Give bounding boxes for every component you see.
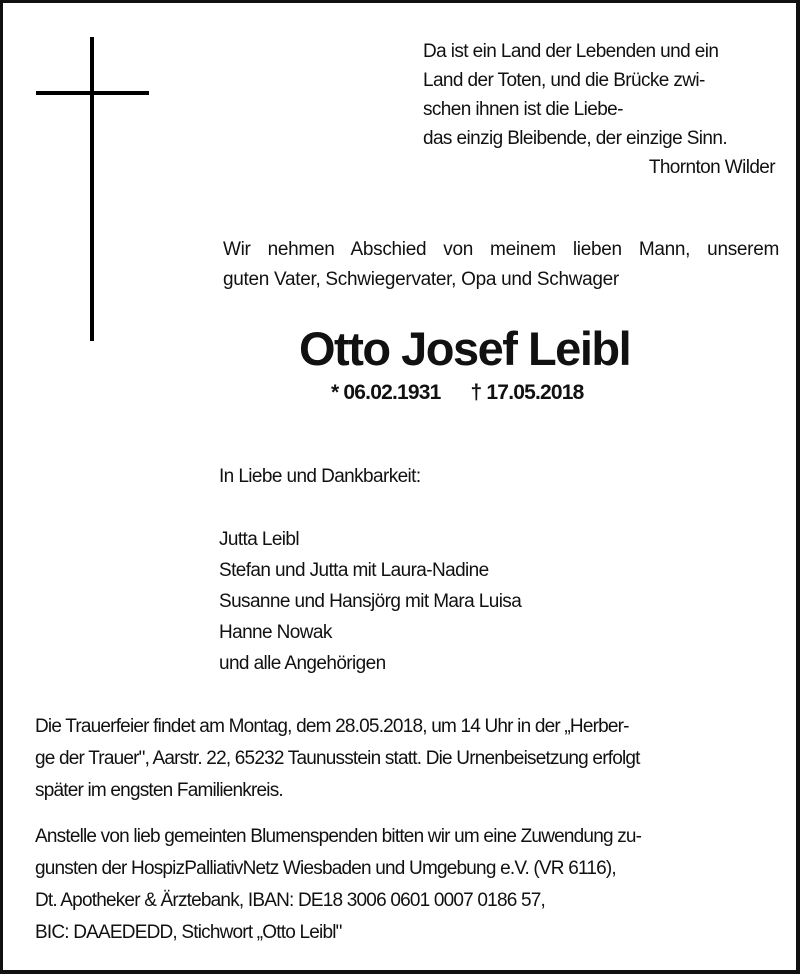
family-member: und alle Angehörigen <box>219 653 386 674</box>
family-heading: In Liebe und Dankbarkeit: <box>219 466 421 487</box>
farewell-intro <box>223 235 779 295</box>
quote-block <box>423 37 778 182</box>
deceased-name: Otto Josef Leibl <box>299 322 631 375</box>
family-member: Stefan und Jutta mit Laura-Nadine <box>219 560 489 581</box>
donation-info <box>35 821 779 949</box>
birth-date: * 06.02.1931 <box>331 381 441 404</box>
family-member: Susanne und Hansjörg mit Mara Luisa <box>219 591 522 612</box>
donation-line: gunsten der HospizPalliativNetz Wiesbaden und Umgebung e.V. (VR 6116), <box>35 858 616 879</box>
donation-line: Anstelle von lieb gemeinten Blumenspenden bitten wir um eine Zuwendung zu- <box>35 826 642 847</box>
donation-line: Dt. Apotheker & Ärztebank, IBAN: DE18 3006 0601 0007 0186 57, <box>35 890 545 911</box>
cross-horizontal-bar <box>36 91 149 95</box>
quote-line: Da ist ein Land der Lebenden und ein <box>423 41 719 62</box>
family-member: Jutta Leibl <box>219 529 300 550</box>
quote-line: das einzig Bleibende, der einzige Sinn. <box>423 128 728 149</box>
quote-line: Land der Toten, und die Brücke zwi- <box>423 70 705 91</box>
service-line: später im engsten Familienkreis. <box>35 780 283 801</box>
quote-line: schen ihnen ist die Liebe- <box>423 99 623 120</box>
quote-author: Thornton Wilder <box>648 157 775 178</box>
intro-line: Wir nehmen Abschied von meinem lieben Mann, unserem <box>223 239 779 260</box>
service-line: Die Trauerfeier findet am Montag, dem 28.05.2018, um 14 Uhr in der „Herber- <box>35 716 629 737</box>
donation-line: BIC: DAAEDEDD, Stichwort „Otto Leibl" <box>35 922 342 943</box>
life-dates <box>331 381 584 405</box>
funeral-service-info <box>35 711 779 807</box>
service-line: ge der Trauer", Aarstr. 22, 65232 Taunusstein statt. Die Urnenbeisetzung erfolgt <box>35 748 640 769</box>
family-member: Hanne Nowak <box>219 622 332 643</box>
family-block <box>219 461 521 679</box>
intro-line: guten Vater, Schwiegervater, Opa und Schwager <box>223 269 619 290</box>
death-date: † 17.05.2018 <box>470 381 584 404</box>
cross-vertical-bar <box>90 37 94 341</box>
